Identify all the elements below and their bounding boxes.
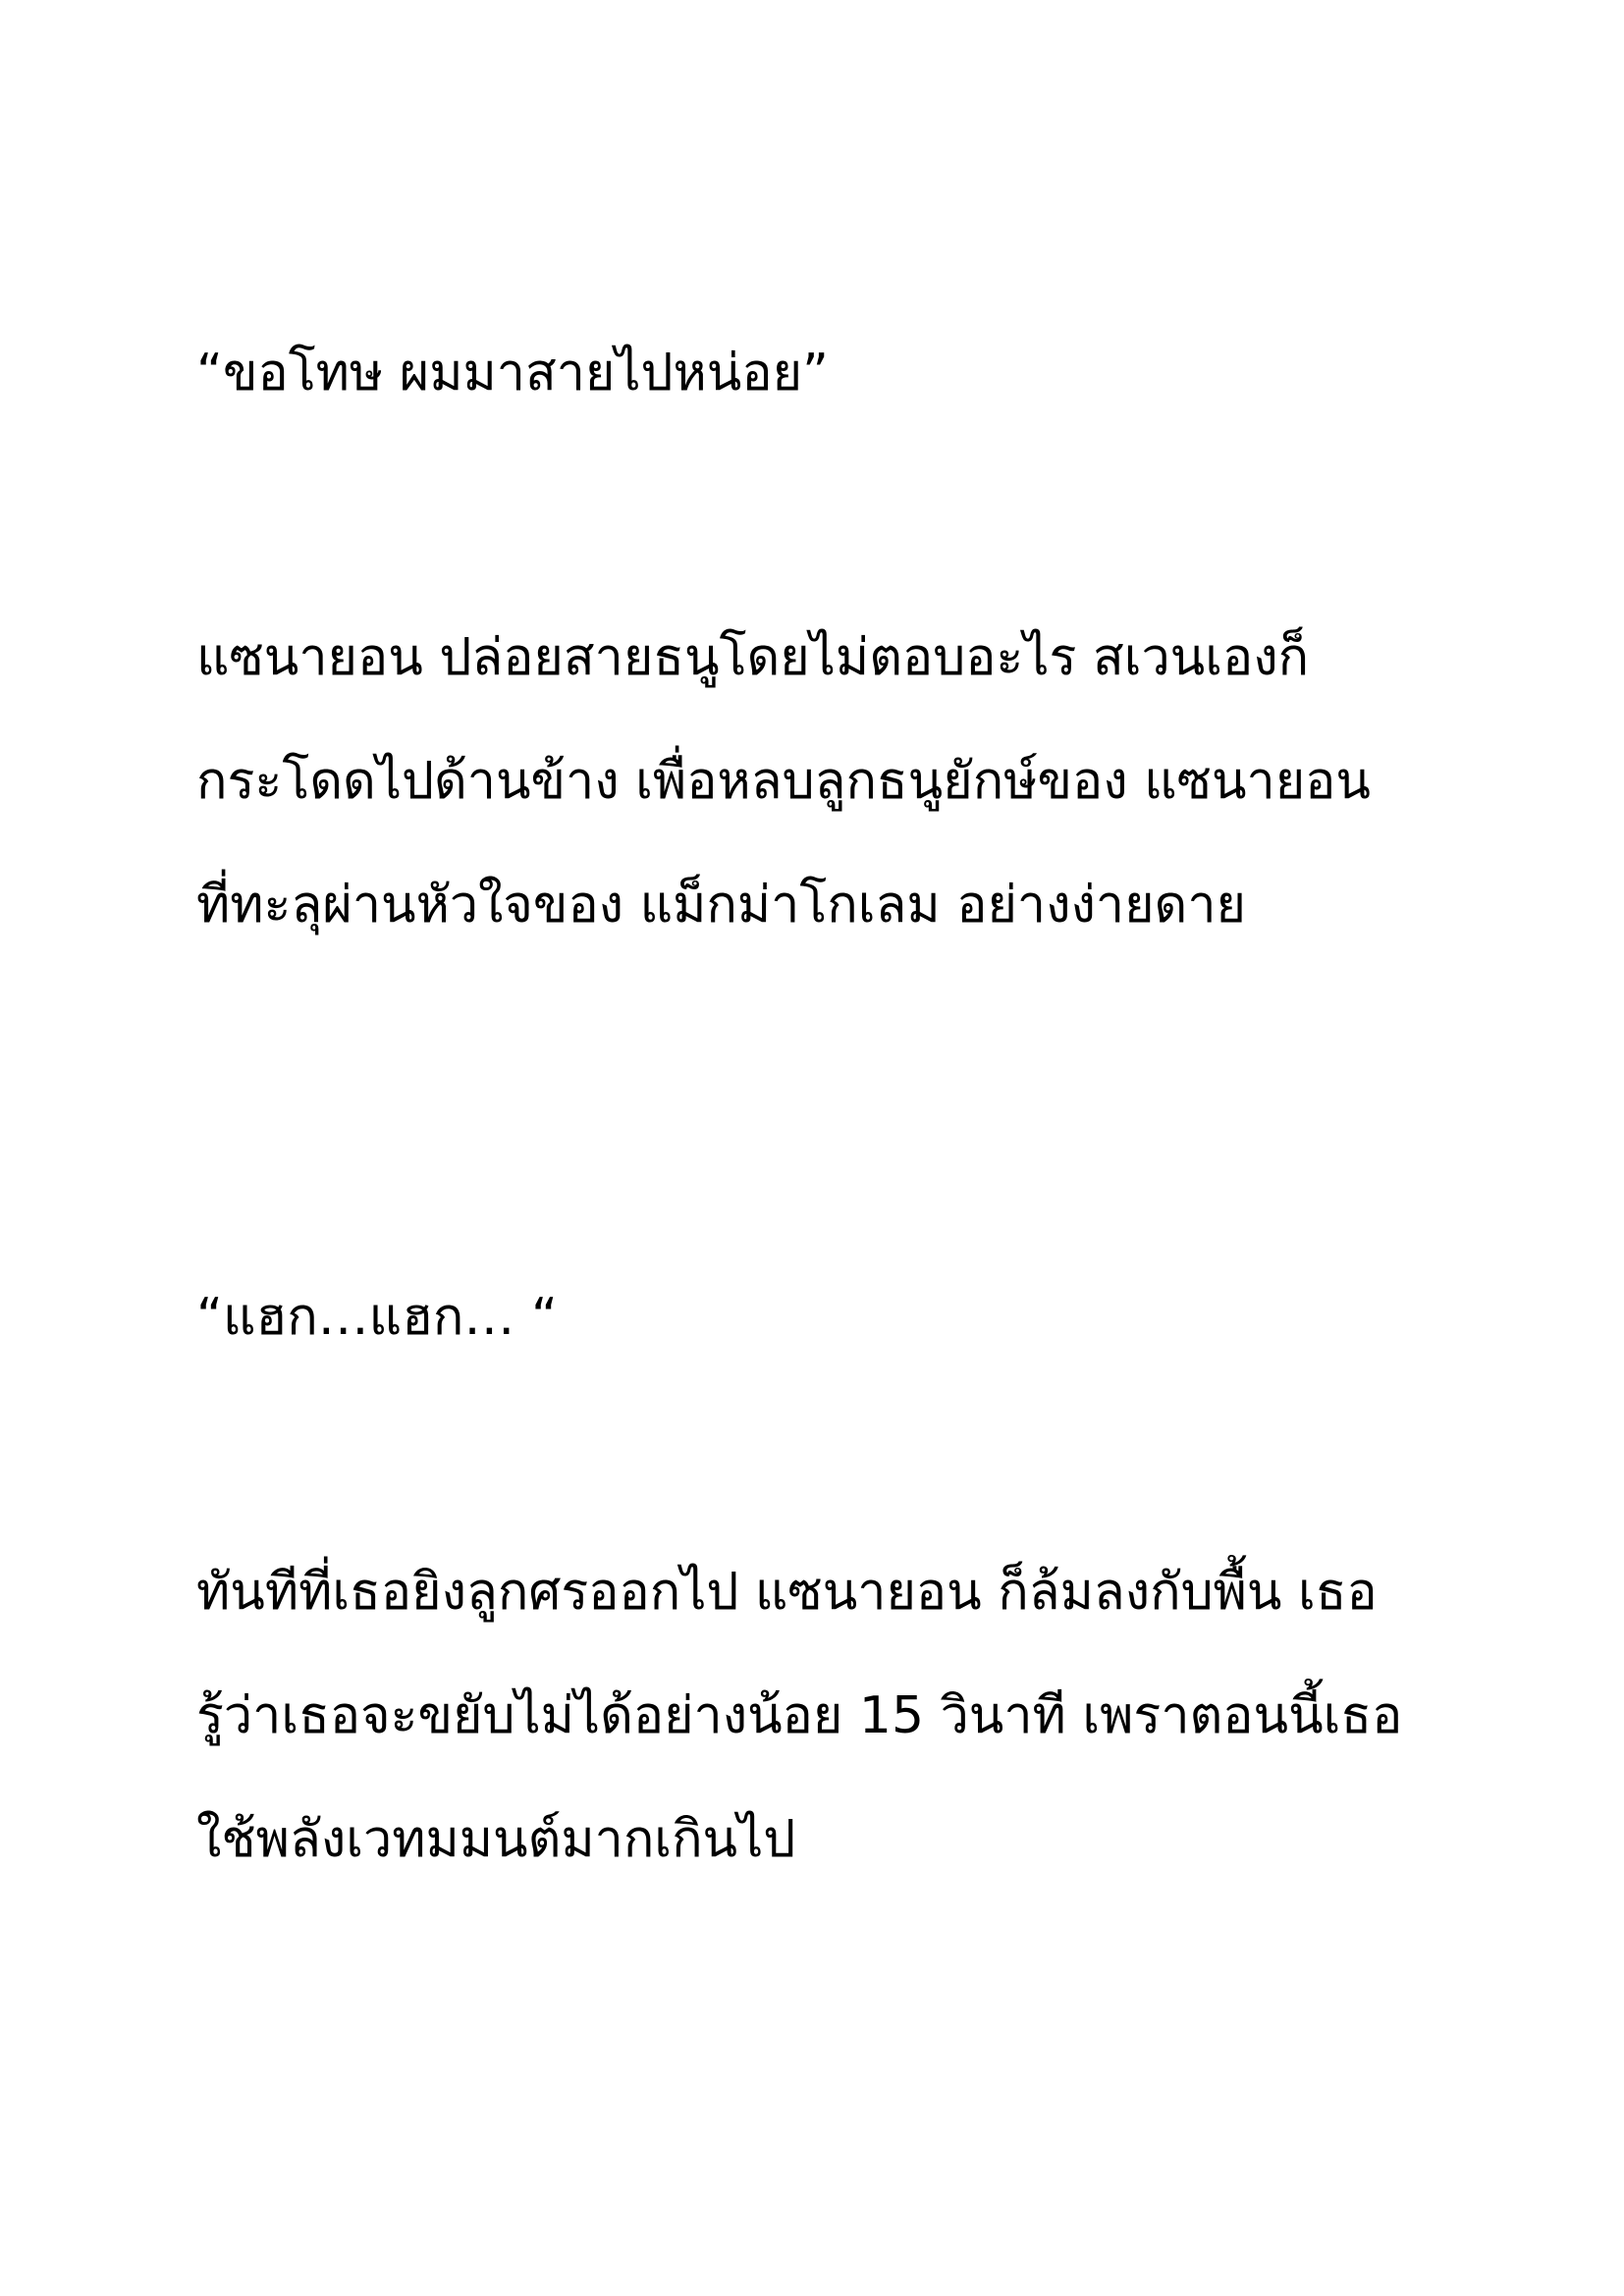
- narration-line-6: ใช้พลังเวทมมนต์มากเกินไป: [196, 1810, 796, 1869]
- narration-line-2: กระโดดไปด้านข้าง เพื่อหลบลูกธนูยักษ์ของ แซนายอน: [196, 752, 1371, 811]
- narration-line-5: รู้ว่าเธอจะขยับไม่ได้อย่างน้อย 15 วินาที เพราตอนนี้เธอ: [196, 1686, 1403, 1745]
- dialogue-line-panting: “แฮก…แฮก… “: [196, 1288, 558, 1347]
- narration-line-3: ที่ทะลุผ่านหัวใจของ แม็กม่าโกเลม อย่างง่ายดาย: [196, 876, 1246, 934]
- narration-line-1: แซนายอน ปล่อยสายธนูโดยไม่ตอบอะไร สเวนเองก็: [196, 628, 1310, 687]
- dialogue-line-apology: “ขอโทษ ผมมาสายไปหน่อย”: [196, 344, 829, 402]
- narration-line-4: ทันทีที่เธอยิงลูกศรออกไป แซนายอน ก็ล้มลงกับพื้น เธอ: [196, 1563, 1378, 1622]
